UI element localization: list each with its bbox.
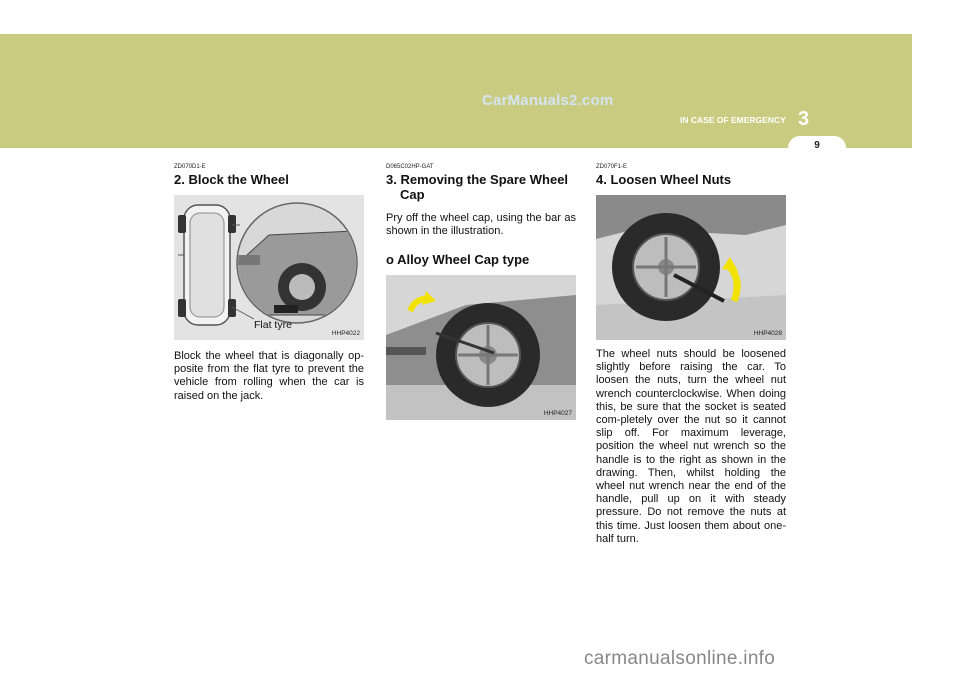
- column-remove-spare-cap: [386, 164, 576, 420]
- section-title: IN CASE OF EMERGENCY: [680, 115, 786, 125]
- section-heading: 2. Block the Wheel: [174, 172, 289, 187]
- figure-code: HHP4028: [753, 330, 782, 337]
- section-heading-line1: 3. Removing the Spare Wheel: [386, 172, 569, 187]
- figure-code: HHP4027: [543, 410, 572, 418]
- subheading: o Alloy Wheel Cap type: [386, 252, 530, 268]
- figure-block-wheel: [174, 195, 364, 340]
- body-text: The wheel nuts should be loosened slightly before raising the car. To loosen the nuts, turn the wheel nut wrench counterclockwise. When doing this, be sure that the socket is seated com-pletely over the nut so it cannot slip off. For maximum leverage, position the wheel nut wrench so the handle is to the right as shown in the drawing. Then, whilst holding the wheel nut wrench near the end of the handle, pull up on it with steady pressure. Do not remove the nuts at this time. Just loosen them about one-half turn.: [596, 348, 786, 545]
- figure-loosen-nuts: [596, 195, 786, 340]
- section-heading: 4. Loosen Wheel Nuts: [596, 172, 732, 187]
- section-heading-line2: Cap: [400, 187, 425, 202]
- column-block-wheel: [174, 164, 364, 403]
- footer-watermark: carmanualsonline.info: [584, 648, 776, 669]
- page-number: 9: [814, 140, 820, 151]
- loosen-nuts-illustration: [596, 195, 786, 340]
- wheel-cap-illustration: [386, 275, 576, 420]
- column-loosen-nuts: [596, 164, 786, 546]
- header-band: [0, 34, 912, 148]
- section-code: D065C02HP-GAT: [386, 164, 434, 170]
- section-code: ZD070F1-E: [596, 164, 628, 170]
- figure-code: HHP4022: [331, 330, 360, 337]
- header-watermark: CarManuals2.com: [482, 92, 614, 109]
- body-text: Pry off the wheel cap, using the bar as shown in the illustration.: [386, 212, 576, 238]
- flat-tyre-label: Flat tyre: [254, 319, 292, 331]
- body-text: Block the wheel that is diagonally op-posite from the flat tyre to prevent the vehicle from rolling when the car is raised on the jack.: [174, 350, 364, 402]
- section-heading: [386, 172, 576, 202]
- section-code: ZD070D1-E: [174, 164, 206, 170]
- figure-wheel-cap: [386, 275, 576, 420]
- section-number: 3: [798, 108, 810, 130]
